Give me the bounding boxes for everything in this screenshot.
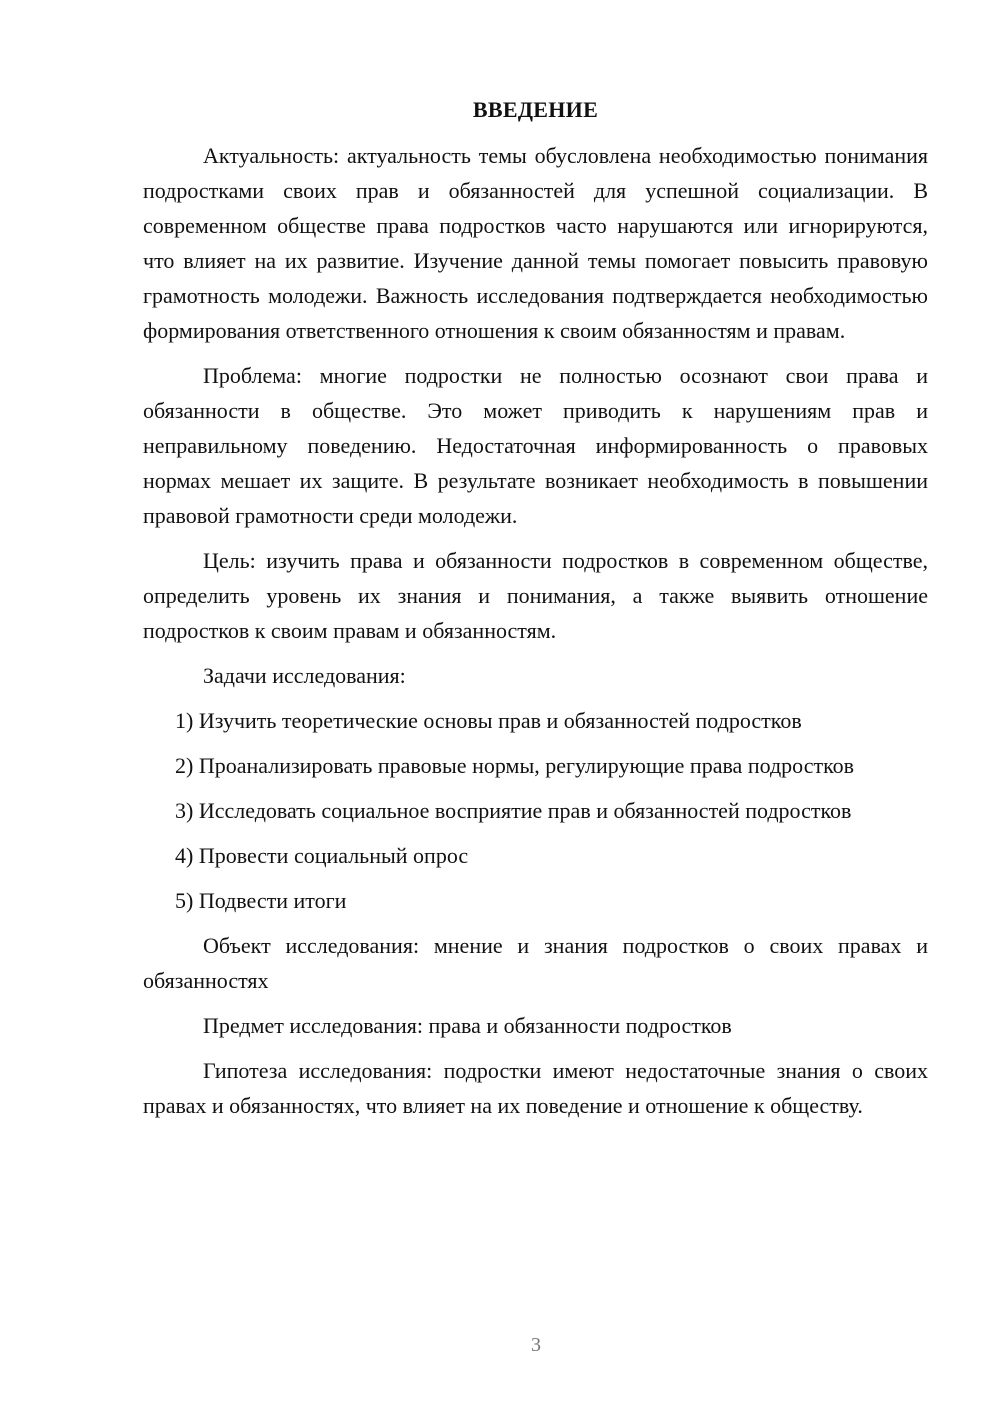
document-body xyxy=(143,92,928,1123)
task-item-2: 2) Проанализировать правовые нормы, регулирующие права подростков xyxy=(175,753,855,778)
task-item-1: 1) Изучить теоретические основы прав и обязанностей подростков xyxy=(175,708,802,733)
task-item-4: 4) Провести социальный опрос xyxy=(175,843,469,868)
paragraph-problem: Проблема: многие подростки не полностью осознают свои права и обязанности в обществе. Это может приводить к нарушениям прав и неправильному поведению. Недостаточная информированность о правовых нормах мешает их защите. В результате возникает необходимость в повышении правовой грамотности среди молодежи. xyxy=(143,363,928,528)
page-number: 3 xyxy=(531,1334,541,1356)
paragraph-subject: Предмет исследования: права и обязанности подростков xyxy=(203,1013,732,1038)
tasks-heading: Задачи исследования: xyxy=(203,663,406,688)
task-item-5: 5) Подвести итоги xyxy=(175,888,347,913)
page-title: ВВЕДЕНИЕ xyxy=(472,97,599,122)
paragraph-object: Объект исследования: мнение и знания подростков о своих правах и обязанностях xyxy=(143,933,928,993)
paragraph-hypothesis: Гипотеза исследования: подростки имеют недостаточные знания о своих правах и обязанностях, что влияет на их поведение и отношение к обществу. xyxy=(143,1058,928,1118)
task-item-3: 3) Исследовать социальное восприятие прав и обязанностей подростков xyxy=(175,798,852,823)
paragraph-relevance: Актуальность: актуальность темы обусловлена необходимостью понимания подростками своих прав и обязанностей для успешной социализации. В современном обществе права подростков часто нарушаются или игнорируются, что влияет на их развитие. Изучение данной темы помогает повысить правовую грамотность молодежи. Важность исследования подтверждается необходимостью формирования ответственного отношения к своим обязанностям и правам. xyxy=(143,143,928,343)
paragraph-goal: Цель: изучить права и обязанности подростков в современном обществе, определить уровень их знания и понимания, а также выявить отношение подростков к своим правам и обязанностям. xyxy=(143,548,928,643)
